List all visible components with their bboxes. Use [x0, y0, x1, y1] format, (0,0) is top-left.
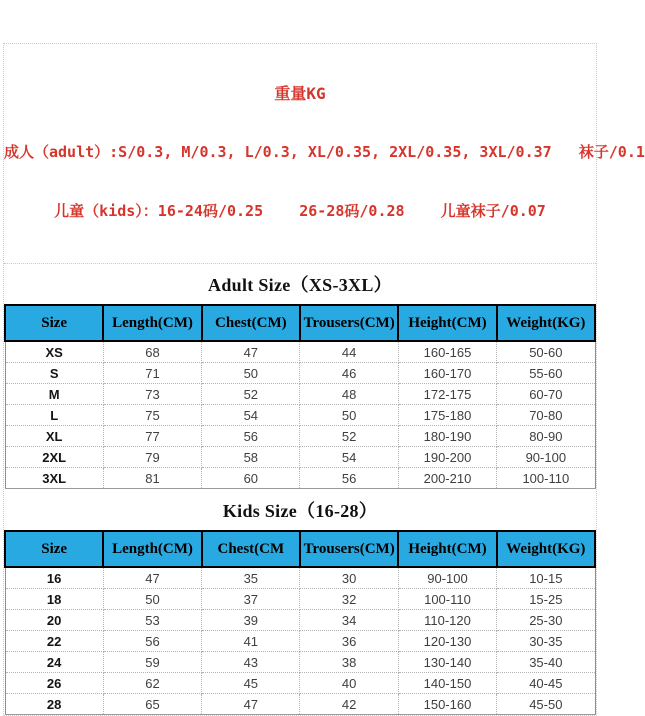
value-cell: 90-100 [398, 567, 496, 589]
table-row [5, 652, 595, 673]
table-row [5, 589, 595, 610]
value-cell: 39 [202, 610, 300, 631]
table-row [5, 384, 595, 405]
value-cell: 200-210 [398, 468, 496, 489]
column-header: Trousers(CM) [300, 531, 398, 567]
column-header: Weight(KG) [497, 305, 595, 341]
kids-size-table [4, 530, 596, 715]
value-cell: 15-25 [497, 589, 595, 610]
content-box [3, 43, 645, 716]
size-cell: 18 [5, 589, 103, 610]
value-cell: 71 [103, 363, 201, 384]
size-cell: 24 [5, 652, 103, 673]
value-cell: 160-170 [398, 363, 496, 384]
value-cell: 44 [300, 341, 398, 363]
column-header: Size [5, 305, 103, 341]
value-cell: 43 [202, 652, 300, 673]
value-cell: 50 [300, 405, 398, 426]
kids-table-header [5, 531, 595, 567]
value-cell: 52 [300, 426, 398, 447]
value-cell: 30 [300, 567, 398, 589]
table-row [5, 631, 595, 652]
table-row [5, 567, 595, 589]
value-cell: 60-70 [497, 384, 595, 405]
column-header: Chest(CM) [202, 305, 300, 341]
weight-info-section [4, 44, 645, 264]
value-cell: 190-200 [398, 447, 496, 468]
size-cell: 28 [5, 694, 103, 715]
value-cell: 110-120 [398, 610, 496, 631]
adult-table-body [5, 341, 595, 489]
value-cell: 37 [202, 589, 300, 610]
column-header: Weight(KG) [497, 531, 595, 567]
value-cell: 150-160 [398, 694, 496, 715]
value-cell: 100-110 [497, 468, 595, 489]
value-cell: 172-175 [398, 384, 496, 405]
value-cell: 80-90 [497, 426, 595, 447]
value-cell: 70-80 [497, 405, 595, 426]
value-cell: 56 [103, 631, 201, 652]
column-header: Length(CM) [103, 531, 201, 567]
value-cell: 100-110 [398, 589, 496, 610]
value-cell: 140-150 [398, 673, 496, 694]
table-row [5, 426, 595, 447]
value-cell: 25-30 [497, 610, 595, 631]
value-cell: 75 [103, 405, 201, 426]
value-cell: 54 [300, 447, 398, 468]
value-cell: 55-60 [497, 363, 595, 384]
value-cell: 40-45 [497, 673, 595, 694]
value-cell: 81 [103, 468, 201, 489]
table-row [5, 341, 595, 363]
value-cell: 10-15 [497, 567, 595, 589]
table-row [5, 673, 595, 694]
value-cell: 41 [202, 631, 300, 652]
size-cell: S [5, 363, 103, 384]
value-cell: 48 [300, 384, 398, 405]
size-cell: 3XL [5, 468, 103, 489]
value-cell: 65 [103, 694, 201, 715]
value-cell: 30-35 [497, 631, 595, 652]
value-cell: 60 [202, 468, 300, 489]
header-row [5, 305, 595, 341]
value-cell: 58 [202, 447, 300, 468]
value-cell: 50 [103, 589, 201, 610]
kids-size-heading: Kids Size（16-28） [222, 500, 378, 521]
size-cell: 22 [5, 631, 103, 652]
size-cell: L [5, 405, 103, 426]
value-cell: 54 [202, 405, 300, 426]
column-header: Trousers(CM) [300, 305, 398, 341]
value-cell: 175-180 [398, 405, 496, 426]
size-cell: 20 [5, 610, 103, 631]
table-row [5, 447, 595, 468]
value-cell: 45 [202, 673, 300, 694]
value-cell: 130-140 [398, 652, 496, 673]
value-cell: 47 [202, 341, 300, 363]
value-cell: 36 [300, 631, 398, 652]
adult-size-heading: Adult Size（XS-3XL） [208, 275, 392, 295]
column-header: Size [5, 531, 103, 567]
column-header: Height(CM) [398, 305, 496, 341]
value-cell: 34 [300, 610, 398, 631]
value-cell: 180-190 [398, 426, 496, 447]
adult-size-table [4, 304, 596, 489]
value-cell: 52 [202, 384, 300, 405]
size-cell: 16 [5, 567, 103, 589]
value-cell: 160-165 [398, 341, 496, 363]
header-row [5, 531, 595, 567]
value-cell: 53 [103, 610, 201, 631]
value-cell: 32 [300, 589, 398, 610]
value-cell: 59 [103, 652, 201, 673]
column-header: Length(CM) [103, 305, 201, 341]
value-cell: 35 [202, 567, 300, 589]
value-cell: 35-40 [497, 652, 595, 673]
value-cell: 56 [300, 468, 398, 489]
value-cell: 73 [103, 384, 201, 405]
value-cell: 40 [300, 673, 398, 694]
value-cell: 68 [103, 341, 201, 363]
value-cell: 46 [300, 363, 398, 384]
column-header: Chest(CM [202, 531, 300, 567]
size-cell: 2XL [5, 447, 103, 468]
weight-title: 重量KG [274, 84, 326, 103]
value-cell: 56 [202, 426, 300, 447]
size-cell: 26 [5, 673, 103, 694]
size-cell: XS [5, 341, 103, 363]
value-cell: 45-50 [497, 694, 595, 715]
value-cell: 42 [300, 694, 398, 715]
column-header: Height(CM) [398, 531, 496, 567]
value-cell: 62 [103, 673, 201, 694]
value-cell: 50 [202, 363, 300, 384]
value-cell: 47 [202, 694, 300, 715]
value-cell: 47 [103, 567, 201, 589]
size-cell: XL [5, 426, 103, 447]
size-cell: M [5, 384, 103, 405]
kids-weight-line: 儿童（kids）：16-24码/0.25 26-28码/0.28 儿童袜子/0.07 [54, 202, 546, 220]
value-cell: 38 [300, 652, 398, 673]
value-cell: 90-100 [497, 447, 595, 468]
adult-table-header [5, 305, 595, 341]
table-row [5, 694, 595, 715]
value-cell: 77 [103, 426, 201, 447]
table-row [5, 405, 595, 426]
value-cell: 50-60 [497, 341, 595, 363]
table-row [5, 363, 595, 384]
table-row [5, 468, 595, 489]
table-row [5, 610, 595, 631]
value-cell: 120-130 [398, 631, 496, 652]
value-cell: 79 [103, 447, 201, 468]
adult-weight-line: 成人（adult）:S/0.3, M/0.3, L/0.3, XL/0.35, 2XL/0.35, 3XL/0.37 袜子/0.1 [4, 143, 645, 161]
kids-table-body [5, 567, 595, 715]
